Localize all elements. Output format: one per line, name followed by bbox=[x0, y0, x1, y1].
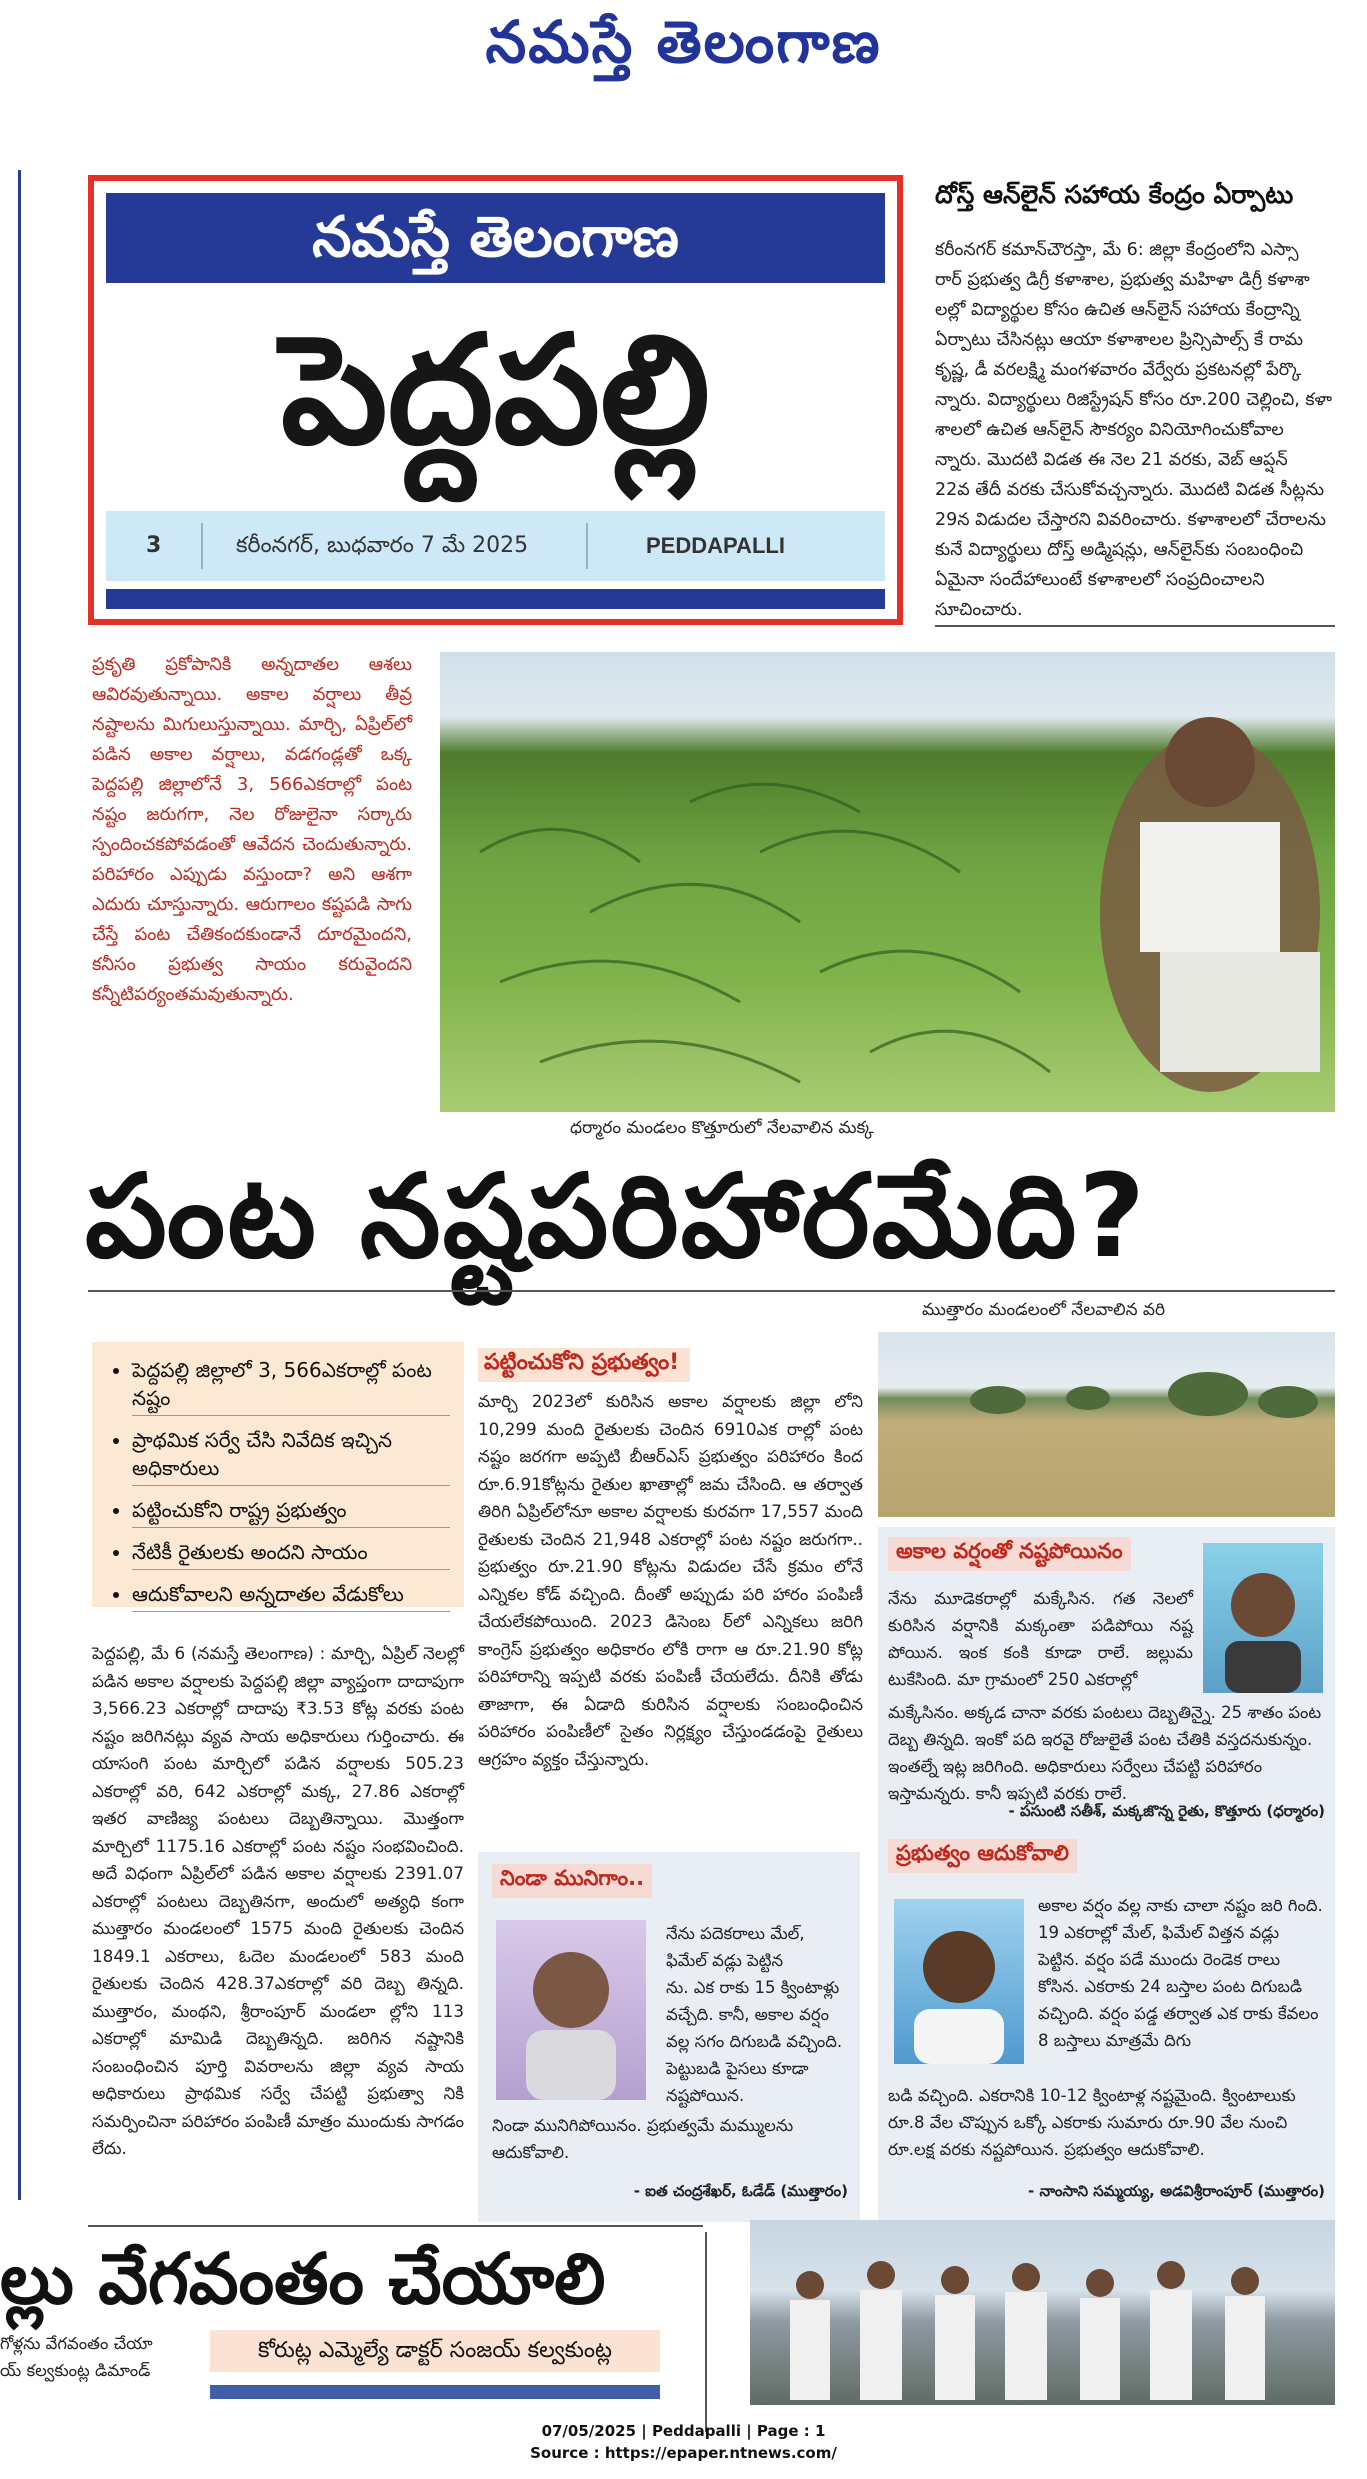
bottom-subhead: కోరుట్ల ఎమ్మెల్యే డాక్టర్ సంజయ్ కల్వకుంట్ల bbox=[210, 2330, 660, 2372]
page-number: 3 bbox=[146, 533, 162, 558]
quote-text: బడి వచ్చింది. ఎకరానికి 10-12 క్వింటాళ్ల నష్టమైంది. క్వింటాలుకు రూ.8 వేల చొప్పున ఒక్కో ఎకరాకు సుమారు రూ.90 వేల నుంచి రూ.లక్ష వరకు నష్టపోయిన. ప్రభుత్వం ఆదుకోవాలి. bbox=[888, 2086, 1296, 2159]
mid-article-body: మార్చి 2023లో కురిసిన అకాల వర్షాలకు జిల్లా లోని 10,299 మంది రైతులకు చెందిన 6910ఎక రాల్లో పంట నష్టం జరగగా అప్పటి బీఆర్‌ఎస్ ప్రభుత్వం పరిహారం కింద రూ.6.91కోట్లను రైతుల ఖాతాల్లో జమ చేసింది. ఆ తర్వాత తిరిగి ఏప్రిల్‌లోనూ అకాల వర్షాలకు కురవగా 17,557 మంది రైతులకు చెందిన 21,948 ఎకరాల్లో పంట నష్టం జరుగగా.. ప్రభుత్వం రూ.21.90 కోట్లను విడుదల చేసే క్రమం లోనే ఎన్నికల కోడ్ వచ్చింది. దీంతో అప్పుడు పరి హారం పంపిణీ చేయలేకపోయింది. 2023 డిసెంబ ర్‌లో ఎన్నికలు జరిగి కాంగ్రెస్ ప్రభుత్వం అధికారం లోకి రాగా ఆ రూ.21.90 కోట్ల పరిహారాన్ని ఇప్పటి వరకు పంపిణీ చేయలేదు. దీనికి తోడు తాజాగా, ఈ ఏడాది కురిసిన వర్షాలకు సంబంధించిన పరిహారం పంపిణీలో సైతం నిర్లక్ష్యం చేస్తుండడంపై రైతులు ఆగ్రహం వ్యక్తం చేస్తున్నారు. bbox=[478, 1391, 863, 1769]
mid-article-title: పట్టించుకోని ప్రభుత్వం! bbox=[478, 1348, 690, 1382]
farmer-portrait bbox=[1203, 1543, 1323, 1693]
portrait-illustration bbox=[894, 1899, 1024, 2064]
page-footer bbox=[0, 2420, 1367, 2464]
paddy-field-photo bbox=[878, 1332, 1335, 1517]
group-illustration bbox=[750, 2220, 1335, 2405]
highlight-item: • పెద్దపల్లి జిల్లాలో 3, 566ఎకరాల్లో పంట నష్టం bbox=[132, 1356, 450, 1416]
side-article-body: కరీంనగర్ కమాన్‌చౌరస్తా, మే 6: జిల్లా కేంద్రంలోని ఎస్సా రార్ ప్రభుత్వ డిగ్రీ కళాశాల, ప్రభుత్వ మహిళా డిగ్రీ కళాశా లల్లో విద్యార్థుల కోసం ఉచిత ఆన్‌లైన్ సహాయ కేంద్రాన్ని ఏర్పాటు చేసినట్లు ఆయా కళాశాలల ప్రిన్సిపాల్స్ కే రామ కృష్ణ, డీ వరలక్ష్మి మంగళవారం వేర్వేరు ప్రకటనల్లో పేర్కొ న్నారు. విద్యార్థులు రిజిస్ట్రేషన్ కోసం రూ.200 చెల్లించి, కళా శాలలో ఉచిత ఆన్‌లైన్ సౌకర్యం వినియోగించుకోవాల న్నారు. మొదటి విడత ఈ నెల 21 వరకు, వెబ్ ఆప్షన్ 22వ తేదీ వరకు చేసుకోవచ్చన్నారు. మొదటి విడత సీట్లను 29న విడుదల చేస్తారని వివరించారు. కళాశాలలో చేరాలను కునే విద్యార్థులు దోస్త్ అడ్మిషన్లు, ఆన్‌లైన్‌కు సంబంధించి ఏమైనా సందేహాలుంటే కళాశాలలో సంప్రదించాలని సూచించారు. bbox=[935, 240, 1332, 620]
edition-district: పెద్దపల్లి bbox=[280, 304, 711, 478]
main-headline: పంట నష్టపరిహారమేది? bbox=[85, 1150, 1148, 1284]
farmer-portrait bbox=[496, 1920, 646, 2100]
footer-source-line: Source : https://epaper.ntnews.com/ bbox=[530, 2444, 837, 2462]
bottom-headline: ల్లు వేగవంతం చేయాలి bbox=[0, 2238, 606, 2320]
quote-text: నిండా మునిగిపోయినం. ప్రభుత్వమే మమ్ములను ఆదుకోవాలి. bbox=[492, 2116, 794, 2162]
farmer-quotes-panel bbox=[878, 1527, 1335, 2227]
bottom-photo-strip bbox=[210, 2385, 660, 2399]
intro-text: ప్రకృతి ప్రకోపానికి అన్నదాతల ఆశలు ఆవిరవుతున్నాయి. అకాల వర్షాలు తీవ్ర నష్టాలను మిగులుస్తున్నాయి. మార్చి, ఏప్రిల్‌లో పడిన అకాల వర్షాలు, వడగండ్లతో ఒక్క పెద్దపల్లి జిల్లాలోనే 3, 566ఎకరాల్లో పంట నష్టం జరుగగా, నెల రోజులైనా సర్కారు స్పందించకపోవడంతో ఆవేదన చెందుతున్నారు. పరిహారం ఎప్పుడు వస్తుందా? అని ఆశగా ఎదురు చూస్తున్నారు. ఆరుగాలం కష్టపడి సాగు చేస్తే పంట చేతికందకుండానే దూరమైందని, కనీసం ప్రభుత్వ సాయం కరువైందని కన్నీటిపర్యంతమవుతున్నారు. bbox=[92, 654, 412, 1005]
field-illustration bbox=[440, 652, 1335, 1112]
dateline: కరీంనగర్, బుధవారం 7 మే 2025 bbox=[236, 533, 529, 558]
bottom-article-fragment: గోళ్లను వేగవంతం చేయా య్ కల్వకుంట్ల డిమాండ్ bbox=[0, 2334, 153, 2380]
photo-caption: ముత్తారం మండలంలో నేలవాలిన వరి bbox=[922, 1300, 1166, 1320]
field-illustration bbox=[878, 1332, 1335, 1517]
main-article-body: పెద్దపల్లి, మే 6 (నమస్తే తెలంగాణ) : మార్చి, ఏప్రిల్ నెలల్లో పడిన అకాల వర్షాలకు పెద్దపల్లి జిల్లా వ్యాప్తంగా దాదాపుగా 3,566.23 ఎకరాల్లో దాదాపు ₹3.53 కోట్ల వరకు పంట నష్టం జరిగినట్లు వ్యవ సాయ అధికారులు గుర్తించారు. ఈ యాసంగి పంట మార్చిలో పడిన వర్షాలకు 505.23 ఎకరాల్లో వరి, 642 ఎకరాల్లో మక్క, 27.86 ఎకరాల్లో ఇతర వాణిజ్య పంటలు దెబ్బతిన్నాయి. మొత్తంగా మార్చిలో 1175.16 ఎకరాల్లో పంట నష్టం సంభవించింది. అదే విధంగా ఏప్రిల్‌లో పడిన అకాల వర్షాలకు 2391.07 ఎకరాల్లో పంటలు దెబ్బతినగా, అందులో అత్యధి కంగా ముత్తారం మండలంలో 1575 మంది రైతులకు చెందిన 1849.1 ఎకరాలు, ఓదెల మండలంలో 583 మంది రైతులకు చెందిన 428.37ఎకరాల్లో వరి దెబ్బ తిన్నది. ముత్తారం, మంథని, శ్రీరాంపూర్ మండలా ల్లోని 113 ఎకరాల్లో మామిడి దెబ్బతిన్నది. జరిగిన నష్టానికి సంబంధించిన పూర్తి వివరాలను జిల్లా వ్యవ సాయ అధికారులు ప్రాథమిక సర్వే చేపట్టి ప్రభుత్వా నికి సమర్పించినా పరిహారం పంపిణీ మాత్రం ముందుకు సాగడం లేదు. bbox=[92, 1643, 464, 2158]
divider bbox=[88, 1290, 1335, 1292]
divider bbox=[705, 2232, 707, 2432]
quote-signature: - నాంసాని సమ్మయ్య, అడవిశ్రీరాంపూర్ (ముత్తారం) bbox=[1028, 2182, 1325, 2200]
quote-text: నేను మూడెకరాల్లో మక్కేసిన. గత నెలలో కురిసిన వర్షానికి మక్కంతా పడిపోయి నష్ట పోయిన. ఇంక కంకి కూడా రాలే. జల్లుమ టుకేసింది. మా గ్రామంలో 250 ఎకరాల్లో bbox=[888, 1589, 1193, 1689]
edition-bottom-bar bbox=[106, 589, 885, 609]
masthead-logo: నమస్తే తెలంగాణ bbox=[485, 8, 882, 76]
quote-text: అకాల వర్షం వల్ల నాకు చాలా నష్టం జరి గింది. 19 ఎకరాల్లో మేల్, ఫిమేల్ విత్తన వడ్లు పెట్టిన. వర్షం పడే ముందు రెండెక రాలు కోసిన. ఎకరాకు 24 బస్తాల పంట దిగుబడి వచ్చింది. వర్షం పడ్డ తర్వాత ఎక రాకు కేవలం 8 బస్తాలు మాత్రమే దిగు bbox=[1038, 1896, 1323, 2050]
edition-strip bbox=[106, 511, 885, 581]
footer-date-line: 07/05/2025 | Peddapalli | Page : 1 bbox=[541, 2422, 826, 2440]
quote-title: నిండా మునిగాం.. bbox=[492, 1864, 652, 1898]
divider bbox=[88, 2225, 703, 2227]
photo-caption: ధర్మారం మండలం కొత్తూరులో నేలవాలిన మక్క bbox=[570, 1118, 874, 1138]
farmer-quote-box bbox=[478, 1852, 860, 2222]
quote-text: నేను పదెకరాలు మేల్, ఫిమేల్ వడ్లు పెట్టిన ను. ఎక రాకు 15 క్వింటాళ్లు వచ్చేది. కానీ, అకాల వర్షం వల్ల సగం దిగుబడి వచ్చింది. పెట్టుబడి పైసలు కూడా నష్టపోయిన. bbox=[666, 1924, 843, 2105]
farmer-portrait bbox=[894, 1899, 1024, 2064]
divider bbox=[201, 523, 203, 569]
highlight-item: • ఆదుకోవాలని అన్నదాతల వేడుకోలు bbox=[132, 1580, 450, 1612]
quote-signature: - పసుంటి సతీశ్, మక్కజొన్న రైతు, కొత్తూరు (ధర్మారం) bbox=[1008, 1802, 1325, 1820]
highlights-box bbox=[92, 1342, 464, 1607]
portrait-illustration bbox=[496, 1920, 646, 2100]
quote-title: ప్రభుత్వం ఆదుకోవాలి bbox=[888, 1839, 1077, 1873]
highlight-item: • నేటికీ రైతులకు అందని సాయం bbox=[132, 1538, 450, 1570]
side-article-title: దోస్త్ ఆన్‌లైన్ సహాయ కేంద్రం ఏర్పాటు bbox=[935, 180, 1294, 209]
quote-text: మక్కేసినం. అక్కడ చానా వరకు పంటలు దెబ్బతిన్నై. 25 శాతం పంట దెబ్బ తిన్నది. ఇంకో పది ఇరవై రోజులైతే పంట చేతికి వస్తదనుకున్నం. ఇంతల్నే ఇట్ల జరిగింది. అధికారులు సర్వేలు చేపట్టి పరిహారం ఇస్తామన్నరు. కానీ ఇప్పటి వరకు రాలే. bbox=[888, 1703, 1322, 1803]
portrait-illustration bbox=[1203, 1543, 1323, 1693]
edition-box bbox=[88, 175, 903, 625]
edition-brand: నమస్తే తెలంగాణ bbox=[106, 193, 885, 283]
group-photo bbox=[750, 2220, 1335, 2405]
quote-signature: - ఐత చంద్రశేఖర్, ఓడేడ్ (ముత్తారం) bbox=[633, 2182, 848, 2200]
left-column-rule bbox=[18, 170, 21, 2200]
divider bbox=[935, 625, 1335, 627]
divider bbox=[586, 523, 588, 569]
highlight-item: • ప్రాథమిక సర్వే చేసి నివేదిక ఇచ్చిన అధికారులు bbox=[132, 1426, 450, 1486]
main-photo-farmer-field bbox=[440, 652, 1335, 1112]
quote-title: అకాల వర్షంతో నష్టపోయినం bbox=[888, 1537, 1131, 1571]
edition-name: PEDDAPALLI bbox=[646, 533, 785, 558]
highlight-item: • పట్టించుకోని రాష్ట్ర ప్రభుత్వం bbox=[132, 1496, 450, 1528]
